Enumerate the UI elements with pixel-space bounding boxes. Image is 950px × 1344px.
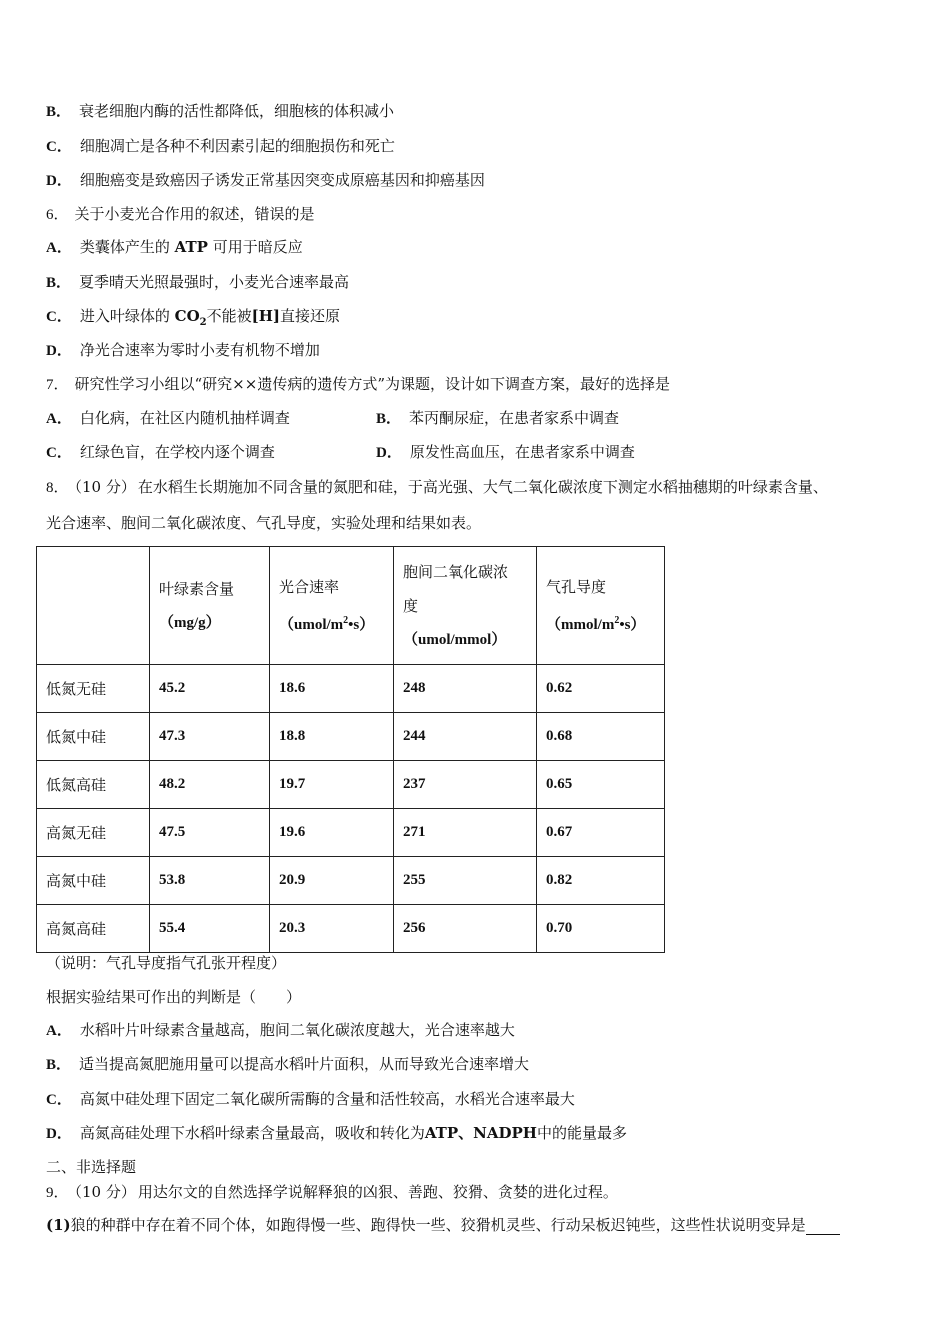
- q9-sub1: (1)狼的种群中存在着不同个体，如跑得慢一些、跑得快一些、狡猾机灵些、行动呆板迟钝些，这些性状说明变异是: [46, 1215, 840, 1235]
- table-header-row: [37, 547, 665, 665]
- q8-option-d: D． 高氮高硅处理下水稻叶绿素含量最高，吸收和转化为ATP、NADPH中的能量最多: [46, 1124, 627, 1142]
- q7-option-d: D． 原发性高血压，在患者家系中调查: [376, 443, 635, 461]
- table-note: （说明：气孔导度指气孔张开程度）: [46, 954, 287, 972]
- table-row: 低氮无硅 45.2 18.6 248 0.62: [37, 665, 665, 713]
- q5-option-c: C． 细胞凋亡是各种不利因素引起的细胞损伤和死亡: [46, 137, 395, 155]
- q8-stem-line1: 8． （10 分） 在水稻生长期施加不同含量的氮肥和硅，于高光强、大气二氧化碳浓度下测定水稻抽穗期的叶绿素含量、: [46, 478, 828, 496]
- q9-stem: 9． （10 分） 用达尔文的自然选择学说解释狼的凶狠、善跑、狡猾、贪婪的进化过程。: [46, 1183, 618, 1201]
- q7-option-a: A． 白化病，在社区内随机抽样调查: [46, 409, 290, 427]
- header-photosynthesis-unit: $(umol/m^2•s)$: [279, 614, 375, 633]
- section-title: 二、非选择题: [46, 1158, 137, 1176]
- q5-option-b: B． 衰老细胞内酶的活性都降低，细胞核的体积减小: [46, 102, 395, 120]
- q8-question: 根据实验结果可作出的判断是（ ）: [46, 988, 302, 1006]
- header-intercellular-co2: 胞间二氧化碳浓 度 （umol/mmol）: [394, 547, 537, 665]
- q7-option-c: C． 红绿色盲，在学校内逐个调查: [46, 443, 275, 461]
- q7-stem: 7． 研究性学习小组以“研究××遗传病的遗传方式”为课题，设计如下调查方案，最好的选择是: [46, 375, 670, 393]
- q8-stem-line2: 光合速率、胞间二氧化碳浓度、气孔导度，实验处理和结果如表。: [46, 514, 482, 532]
- q6-option-d: D． 净光合速率为零时小麦有机物不增加: [46, 341, 320, 359]
- q8-option-a: A． 水稻叶片叶绿素含量越高，胞间二氧化碳浓度越大，光合速率越大: [46, 1021, 515, 1039]
- q8-option-c: C． 高氮中硅处理下固定二氧化碳所需酶的含量和活性较高，水稻光合速率最大: [46, 1090, 575, 1108]
- header-treatment-cell: [37, 547, 150, 665]
- table-row: 低氮高硅 48.2 19.7 237 0.65: [37, 761, 665, 809]
- q6-stem: 6． 关于小麦光合作用的叙述，错误的是: [46, 205, 315, 223]
- table-row: 低氮中硅 47.3 18.8 244 0.68: [37, 713, 665, 761]
- table-row: 高氮中硅 53.8 20.9 255 0.82: [37, 857, 665, 905]
- table-row: 高氮高硅 55.4 20.3 256 0.70: [37, 905, 665, 953]
- q6-option-b: B． 夏季晴天光照最强时，小麦光合速率最高: [46, 273, 350, 291]
- q8-option-b: B． 适当提高氮肥施用量可以提高水稻叶片面积，从而导致光合速率增大: [46, 1055, 530, 1073]
- results-table: [36, 546, 665, 953]
- header-stomatal-conductance: 气孔导度 $(mmol/m^2•s)$: [537, 547, 665, 665]
- header-photosynthesis-rate: 光合速率 $(umol/m^2•s)$: [270, 547, 394, 665]
- q6-option-a: A． 类囊体产生的 ATP 可用于暗反应: [46, 238, 303, 256]
- q6-option-c: C． 进入叶绿体的 $CO_2$不能被[H]直接还原: [46, 307, 341, 328]
- header-chlorophyll: 叶绿素含量 （mg/g）: [150, 547, 270, 665]
- answer-blank[interactable]: [806, 1218, 840, 1235]
- q5-option-d: D． 细胞癌变是致癌因子诱发正常基因突变成原癌基因和抑癌基因: [46, 171, 485, 189]
- header-stomatal-unit: $(mmol/m^2•s)$: [546, 614, 646, 633]
- q7-option-b: B． 苯丙酮尿症，在患者家系中调查: [376, 409, 620, 427]
- table-row: 高氮无硅 47.5 19.6 271 0.67: [37, 809, 665, 857]
